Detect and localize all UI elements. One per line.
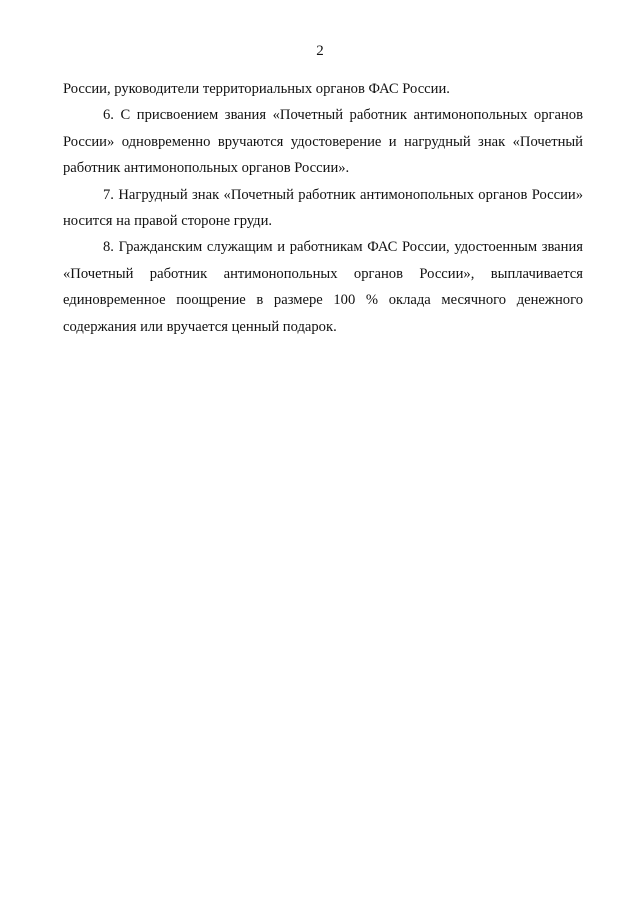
paragraph-item-8: 8. Гражданским служащим и работникам ФАС России, удостоенным звания «Почетный работник антимонопольных органов России», выплачивается единовременное поощрение в размере 100 % оклада месячного денежного содержания или вручается ценный подарок.	[63, 239, 583, 335]
document-body	[63, 76, 583, 340]
paragraph-item-7: 7. Нагрудный знак «Почетный работник антимонопольных органов России» носится на правой стороне груди.	[63, 186, 583, 230]
paragraph-continuation: России, руководители территориальных органов ФАС России.	[63, 81, 450, 97]
paragraph-item-6: 6. С присвоением звания «Почетный работник антимонопольных органов России» одновременно вручаются удостоверение и нагрудный знак «Почетный работник антимонопольных органов России».	[63, 107, 583, 177]
page-number: 2	[316, 43, 324, 59]
